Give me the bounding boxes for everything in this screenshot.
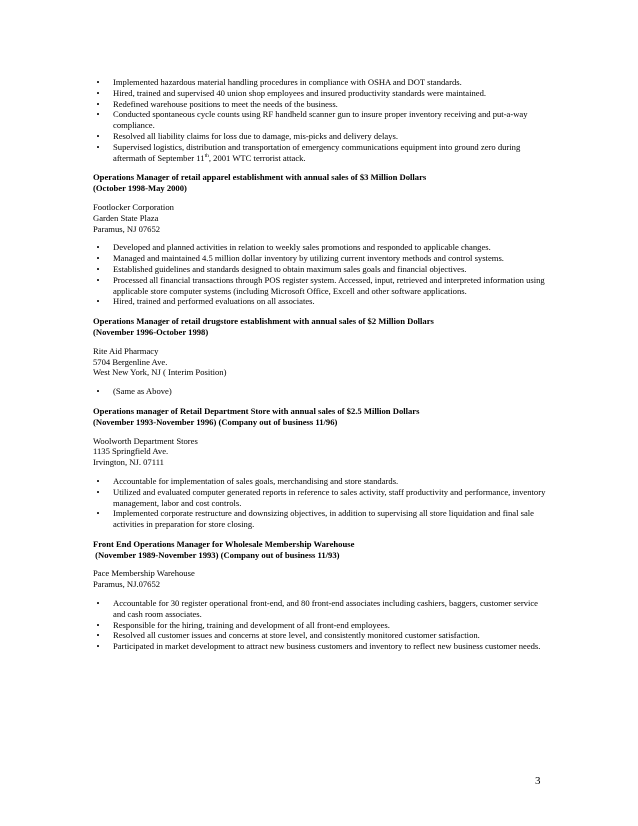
list-item: • Managed and maintained 4.5 million dollar inventory by utilizing current inventory methods and control systems.	[93, 253, 548, 264]
list-item: • Implemented corporate restructure and downsizing objectives, in addition to supervising all store liquidation and final sale activities in preparation for store closing.	[93, 508, 548, 530]
employer-address: Woolworth Department Stores 1135 Springfield Ave. Irvington, NJ. 07111	[93, 435, 198, 468]
list-item: • Utilized and evaluated computer generated reports in reference to sales activity, staff productivity and performance, inventory management, labor and cost controls.	[93, 487, 548, 509]
job-dates: (October 1998-May 2000)	[93, 183, 187, 194]
bullet-icon: •	[96, 87, 100, 98]
list-item: • Hired, trained and supervised 40 union shop employees and insured productivity standards were maintained.	[93, 88, 548, 99]
bullet-icon: •	[96, 253, 100, 264]
list-item: • Resolved all customer issues and concerns at store level, and consistently monitored customer satisfaction.	[93, 630, 548, 641]
bullet-icon: •	[96, 109, 100, 120]
job-title: Operations manager of Retail Department Store with annual sales of $2.5 Million Dollars	[93, 405, 420, 416]
job-dates: (November 1993-November 1996) (Company out of business 11/96)	[93, 416, 338, 427]
job-entry-footlocker	[93, 172, 548, 307]
job-bullet-list	[93, 598, 548, 652]
bullet-icon: •	[96, 508, 100, 519]
bullet-icon: •	[96, 130, 100, 141]
bullet-icon: •	[96, 630, 100, 641]
employer-address: Footlocker Corporation Garden State Plaza Paramus, NJ 07652	[93, 201, 174, 234]
bullet-icon: •	[96, 296, 100, 307]
list-item: • Implemented hazardous material handling procedures in compliance with OSHA and DOT standards.	[93, 77, 548, 88]
list-item: • Developed and planned activities in relation to weekly sales promotions and responded to applicable changes.	[93, 242, 548, 253]
bullet-icon: •	[96, 77, 100, 87]
employer-address: Pace Membership Warehouse Paramus, NJ.07652	[93, 568, 195, 590]
bullet-icon: •	[96, 98, 100, 109]
list-item: • Participated in market development to attract new business customers and inventory to reflect new business customer needs.	[93, 641, 548, 652]
job-title: Operations Manager of retail apparel establishment with annual sales of $3 Million Dollars	[93, 172, 427, 183]
bullet-icon: •	[96, 242, 100, 253]
job-dates: (November 1996-October 1998)	[93, 326, 209, 337]
list-item: • Redefined warehouse positions to meet the needs of the business.	[93, 99, 548, 110]
job-title: Front End Operations Manager for Wholesale Membership Warehouse	[93, 538, 355, 549]
resume-content	[93, 77, 548, 652]
employer-address: Rite Aid Pharmacy 5704 Bergenline Ave. West New York, NJ ( Interim Position)	[93, 345, 227, 378]
list-item: • Responsible for the hiring, training and development of all front-end employees.	[93, 620, 548, 631]
list-item: • Established guidelines and standards designed to obtain maximum sales goals and financial objectives.	[93, 264, 548, 275]
list-item: • Resolved all liability claims for loss due to damage, mis-picks and delivery delays.	[93, 131, 548, 142]
bullet-icon: •	[96, 598, 100, 609]
list-item: • Hired, trained and performed evaluations on all associates.	[93, 296, 548, 307]
job-entry-rite-aid	[93, 316, 548, 397]
bullet-icon: •	[96, 475, 100, 486]
bullet-icon: •	[96, 486, 100, 497]
bullet-icon: •	[96, 274, 100, 285]
page-number: 3	[535, 775, 541, 787]
job-dates: (November 1989-November 1993) (Company out of business 11/93)	[93, 549, 340, 560]
list-item: • (Same as Above)	[93, 386, 548, 397]
bullet-icon: •	[96, 263, 100, 274]
bullet-icon: •	[96, 386, 100, 397]
job-entry-pace	[93, 539, 548, 652]
bullet-icon: •	[96, 141, 100, 152]
job-bullet-list	[93, 242, 548, 307]
list-item: • Accountable for 30 register operational front-end, and 80 front-end associates including cashiers, baggers, customer service and cash room associates.	[93, 598, 548, 620]
bullet-icon: •	[96, 641, 100, 652]
bullet-icon: •	[96, 619, 100, 630]
list-item: • Accountable for implementation of sales goals, merchandising and store standards.	[93, 476, 548, 487]
job-bullet-list	[93, 386, 548, 397]
job-entry-woolworth	[93, 406, 548, 530]
job-title: Operations Manager of retail drugstore establishment with annual sales of $2 Million Dollars	[93, 316, 434, 327]
job-bullet-list	[93, 476, 548, 530]
list-item: • Conducted spontaneous cycle counts using RF handheld scanner gun to insure proper inventory receiving and put-a-way compliance.	[93, 109, 548, 131]
list-item: • Processed all financial transactions through POS register system. Accessed, input, retrieved and interpreted information using applicable store computer systems (including Microsoft Office, Excell and other software applications.	[93, 275, 548, 297]
intro-bullet-list	[93, 77, 548, 163]
list-item: • Supervised logistics, distribution and transportation of emergency communications equipment into ground zero during aftermath of September 11th, 2001 WTC terrorist attack.	[93, 142, 548, 164]
